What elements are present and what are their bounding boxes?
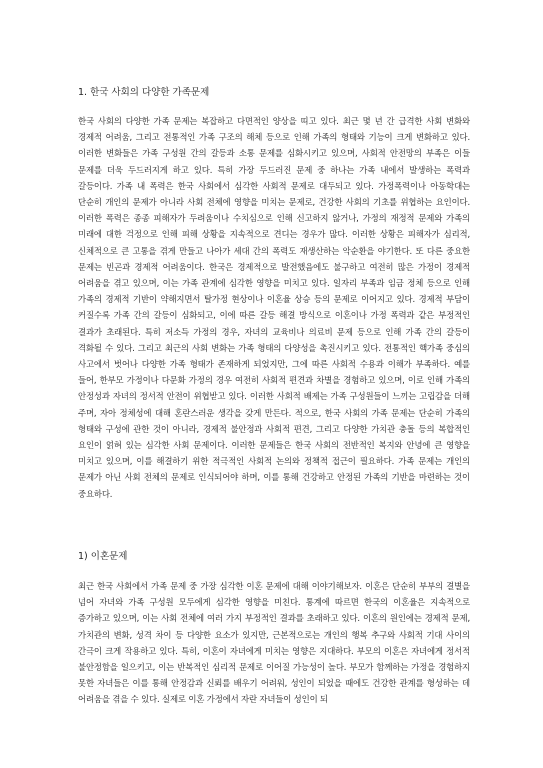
section-1-paragraph: 한국 사회의 다양한 가족 문제는 복잡하고 다면적인 양상을 띠고 있다. 최근 몇 년 간 급격한 사회 변화와 경제적 어려움, 그리고 전통적인 가족 구조의 해체 등으로 인해 가족의 형태와 기능이 크게 변화하고 있다. 이러한 변화들은 가족 구성원 간의 갈등과 소통 문제를 심화시키고 있으며, 사회적 안전망의 부족은 이들 문제를 더욱 두드러지게 하고 있다. 특히 가장 두드러진 문제 중 하나는 가족 내에서 발생하는 폭력과 갈등이다. 가족 내 폭력은 한국 사회에서 심각한 사회적 문제로 대두되고 있다. 가정폭력이나 아동학대는 단순히 개인의 문제가 아니라 사회 전체에 영향을 미치는 문제로, 건강한 사회의 기초를 위협하는 요인이다. 이러한 폭력은 종종 피해자가 두려움이나 수치심으로 인해 신고하지 않거나, 가정의 재정적 문제와 가족의 미래에 대한 걱정으로 인해 피해 상황을 지속적으로 견디는 경우가 많다. 이러한 상황은 피해자가 심리적, 신체적으로 큰 고통을 겪게 만들고 나아가 세대 간의 폭력도 재생산하는 악순환을 야기한다. 또 다른 중요한 문제는 빈곤과 경제적 어려움이다. 한국은 경제적으로 발전했음에도 불구하고 여전히 많은 가정이 경제적 어려움을 겪고 있으며, 이는 가족 관계에 심각한 영향을 미치고 있다. 일자리 부족과 임금 정체 등으로 인해 가족의 경제적 기반이 약해지면서 탈가정 현상이나 이혼율 상승 등의 문제로 이어지고 있다. 경제적 부담이 커질수록 가족 간의 갈등이 심화되고, 이에 따른 갈등 해결 방식으로 이혼이나 가정 폭력과 같은 부정적인 결과가 초래된다. 특히 저소득 가정의 경우, 자녀의 교육비나 의료비 문제 등으로 인해 가족 간의 갈등이 격화될 수 있다. 그리고 최근의 사회 변화는 가족 형태의 다양성을 촉진시키고 있다. 전통적인 핵가족 중심의 사고에서 벗어나 다양한 가족 형태가 존재하게 되었지만, 그에 따른 사회적 수용과 이해가 부족하다. 예를 들어, 한부모 가정이나 다문화 가정의 경우 여전히 사회적 편견과 차별을 경험하고 있으며, 이로 인해 가족의 안정성과 자녀의 정서적 안전이 위협받고 있다. 이러한 사회적 배제는 가족 구성원들이 느끼는 고립감을 더해 주며, 자아 정체성에 대해 혼란스러운 생각을 갖게 만든다. 적으로, 한국 사회의 가족 문제는 단순히 가족의 형태와 구성에 관한 것이 아니라, 경제적 불안정과 사회적 편견, 그리고 다양한 가치관 충돌 등의 복합적인 요인이 얽혀 있는 심각한 사회 문제이다. 이러한 문제들은 한국 사회의 전반적인 복지와 안녕에 큰 영향을 미치고 있으며, 이를 해결하기 위한 적극적인 사회적 논의와 정책적 접근이 필요하다. 가족 문제는 개인의 문제가 아닌 사회 전체의 문제로 인식되어야 하며, 이를 통해 건강하고 안정된 가족의 기반을 마련하는 것이 중요하다. <box>78 116 470 499</box>
section-2-paragraph: 최근 한국 사회에서 가족 문제 중 가장 심각한 이혼 문제에 대해 이야기해보자. 이혼은 단순히 부부의 결별을 넘어 자녀와 가족 구성원 모두에게 심각한 영향을 미친다. 통계에 따르면 한국의 이혼율은 지속적으로 증가하고 있으며, 이는 사회 전체에 여러 가지 부정적인 결과를 초래하고 있다. 이혼의 원인에는 경제적 문제, 가치관의 변화, 성격 차이 등 다양한 요소가 있지만, 근본적으로는 개인의 행복 추구와 사회적 기대 사이의 간극이 크게 작용하고 있다. 특히, 이혼이 자녀에게 미치는 영향은 지대하다. 부모의 이혼은 자녀에게 정서적 불안정함을 일으키고, 이는 반복적인 심리적 문제로 이어질 가능성이 높다. 부모가 함께하는 가정을 경험하지 못한 자녀들은 이를 통해 안정감과 신뢰를 배우기 어려워, 성인이 되었을 때에도 건강한 관계를 형성하는 데 어려움을 겪을 수 있다. 실제로 이혼 가정에서 자란 자녀들이 성인이 되 <box>78 581 470 705</box>
section-2-heading: 1) 이혼문제 <box>78 551 128 562</box>
section-1-heading: 1. 한국 사회의 다양한 가족문제 <box>78 87 210 98</box>
